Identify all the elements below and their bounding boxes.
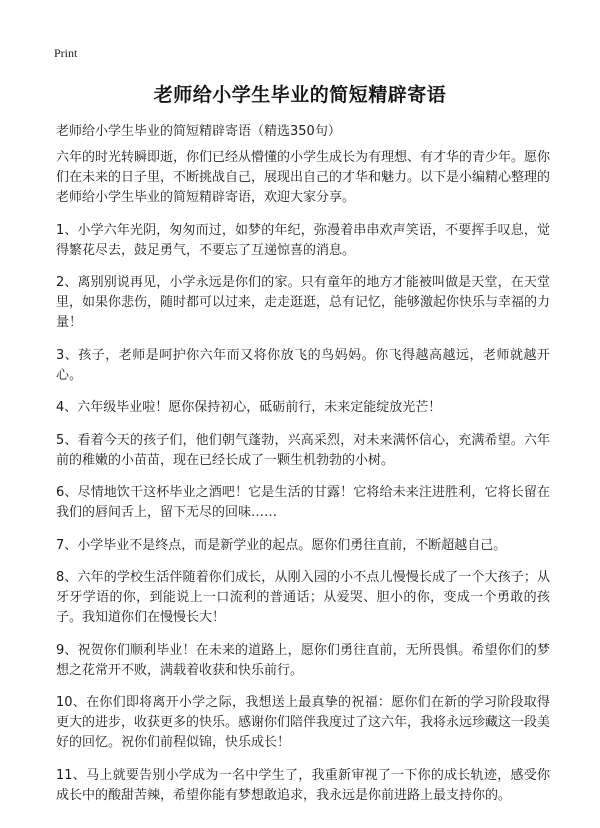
- blessing-item-3: 3、孩子，老师是呵护你六年而又将你放飞的鸟妈妈。你飞得越高越远，老师就越开心。: [56, 347, 550, 383]
- blessing-item-11: 11、马上就要告别小学成为一名中学生了，我重新审视了一下你的成长轨迹，感受你成长中的酸甜苦辣，希望你能有梦想敢追求，我永远是你前进路上最支持你的。: [56, 767, 550, 803]
- page-title: 老师给小学生毕业的简短精辟寄语: [153, 84, 447, 106]
- blessing-item-7: 7、小学毕业不是终点，而是新学业的起点。愿你们勇往直前，不断超越自己。: [56, 537, 507, 553]
- blessing-item-6: 6、尽情地饮干这杯毕业之酒吧！它是生活的甘露！它将给未来注进胜利，它将长留在我们的唇间舌上，留下无尽的回味……: [56, 485, 550, 520]
- blessing-item-5: 5、看着今天的孩子们，他们朝气蓬勃，兴高采烈，对未来满怀信心，充满希望。六年前的稚嫩的小苗苗，现在已经长成了一颗生机勃勃的小树。: [56, 432, 550, 468]
- blessing-item-10: 10、在你们即将离开小学之际，我想送上最真挚的祝福：愿你们在新的学习阶段取得更大的进步，收获更多的快乐。感谢你们陪伴我度过了这六年，我将永远珍藏这一段美好的回忆。祝你们前程似锦，快乐成长！: [56, 695, 551, 750]
- print-link[interactable]: Print: [54, 46, 78, 60]
- article-body: [56, 148, 550, 818]
- blessing-item-1: 1、小学六年光阴，匆匆而过，如梦的年纪，弥漫着串串欢声笑语，不要挥手叹息，觉得繁花尽去，鼓足勇气，不要忘了互递惊喜的消息。: [56, 222, 550, 258]
- blessing-item-2: 2、离别别说再见，小学永远是你们的家。只有童年的地方才能被叫做是天堂，在天堂里，如果你悲伤，随时都可以过来，走走逛逛，总有记忆，能够激起你快乐与幸福的力量！: [56, 275, 551, 330]
- blessing-item-4: 4、六年级毕业啦！愿你保持初心，砥砺前行，未来定能绽放光芒！: [56, 400, 442, 415]
- intro-paragraph: 六年的时光转瞬即逝，你们已经从懵懂的小学生成长为有理想、有才华的青少年。愿你们在未来的日子里，不断挑战自己，展现出自己的才华和魅力。以下是小编精心整理的老师给小学生毕业的简短精辟寄语，欢迎大家分享。: [56, 150, 551, 205]
- blessing-item-8: 8、六年的学校生活伴随着你们成长，从刚入园的小不点儿慢慢长成了一个大孩子；从牙牙学语的你，到能说上一口流利的普通话；从爱哭、胆小的你，变成一个勇敢的孩子。我知道你们在慢慢长大！: [56, 570, 550, 625]
- page-subtitle: 老师给小学生毕业的简短精辟寄语（精选350句）: [56, 124, 341, 139]
- blessing-item-9: 9、祝贺你们顺利毕业！在未来的道路上，愿你们勇往直前，无所畏惧。希望你们的梦想之花常开不败，满载着收获和快乐前行。: [56, 642, 550, 678]
